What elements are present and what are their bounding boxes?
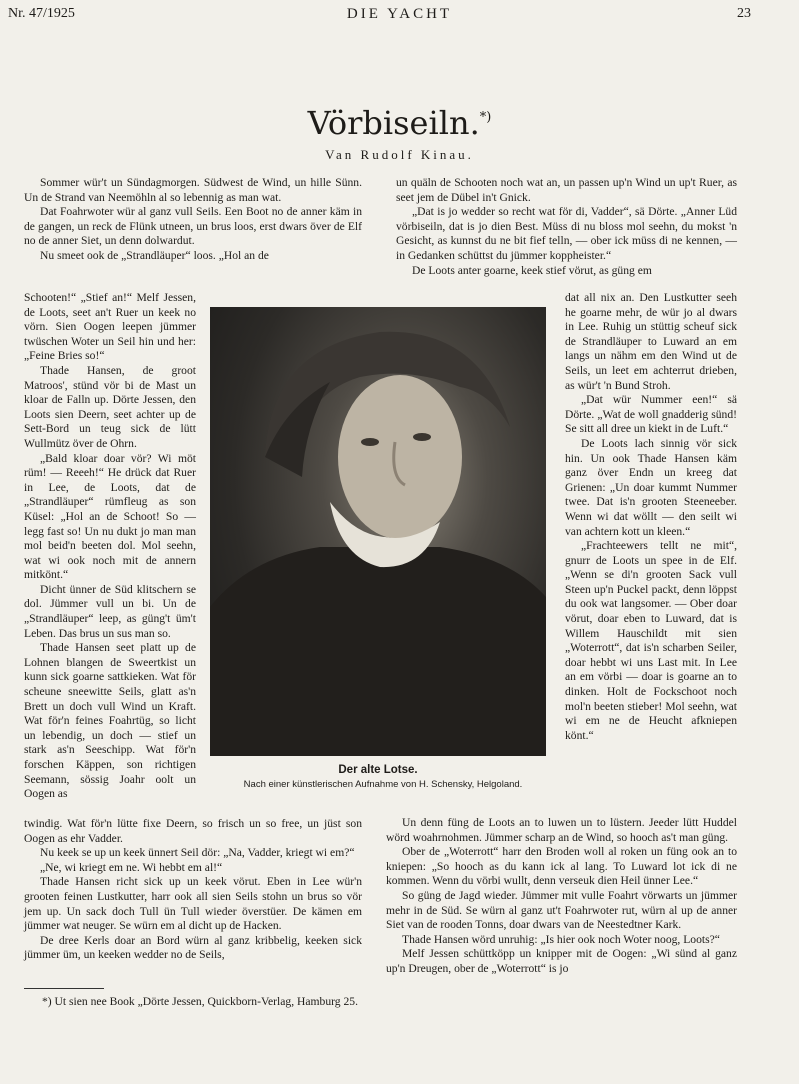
paragraph: De Loots lach sinnig vör sick hin. Un ook Thade Hansen käm ganz över Endn un kreeg dat Grienen: „Un doar kummt Nummer twee. Dat is'n grooten Steeneeber. Wenn wi dat wöllt — den seilt wi van achtern kott un kleen.“ — [565, 436, 737, 538]
paragraph: „Dat wür Nummer een!“ sä Dörte. „Wat de woll gnadderig sünd! Se sitt all dree un kiekt in de Luft.“ — [565, 393, 737, 436]
column-right-top — [396, 176, 737, 278]
paragraph: Thade Hansen richt sick up un keek vörut. Eben in Lee wür'n grooten feinen Lustkutter, harr ook all sien Seils stohn un brus so vör jem up. Un sack doch Tull ün Tull wieder överstüer. De kämen em jümmer wat neuger. Se würn em al dicht up de Hacken. — [24, 875, 362, 933]
paragraph: Dat Foahrwoter wür al ganz vull Seils. Een Boot no de anner käm in de gangen, un reck de Flünk utneen, un brus loos, erst dwars över de Elf no de anner Siet, un denn dolwardut. — [24, 205, 362, 248]
footnote — [24, 995, 362, 1010]
issue-number: Nr. 47/1925 — [8, 6, 75, 21]
column-left-top — [24, 176, 362, 264]
paragraph: Dicht ünner de Süd klitschern se dol. Jümmer vull un bi. Un de „Strandläuper“ leep, as güng't üm't Leben. Das brus un sus man so. — [24, 582, 196, 640]
footnote-lead: *) Ut sien nee Book „Dörte Jessen, Quickborn-Verlag, — [42, 995, 295, 1008]
column-left-narrow — [24, 291, 196, 802]
paragraph: dat all nix an. Den Lustkutter seeh he goarne mehr, de wür jo al dwars in Lee. Ruhig un stüttig scheuf sick de Strandläuper to Luward an em langs un nähm em den Wind ut de Seils, un leet em achterrut drieben, as wür't 'n Bund Stroh. — [565, 291, 737, 392]
paragraph: twindig. Wat för'n lütte fixe Deern, so frisch un so free, un jüst son Oogen as ehr Vadder. — [24, 817, 362, 845]
paragraph: So güng de Jagd wieder. Jümmer mit vulle Foahrt vörwarts un jümmer mehr in de Süd. Se würn al ganz ut't Foahrwoter rut, würn al up de anner Siet van de rooden Tonns, doar dwars van de Neestedtner Kark. — [386, 888, 737, 932]
title-text: Vörbiseiln. — [307, 104, 480, 142]
figure-caption: Der alte Lotse. — [338, 764, 418, 776]
paragraph: „Frachteewers tellt ne mit“, gnurr de Loots un spee in de Elf. „Wenn se di'n grooten Sack vull Steen up'n Puckel packt, denn löppst du ook wat langsomer. — Ober doar vörut, doar eben to Luward, dat is Willem Hauschildt mit sien „Woterrott“, dat is'n scharben Seiler, doar hebbt wi uns Last mit. In Lee an em vörbi — doar is goarne an to dinken. Holt de Fockschoot noch mol'n beeten stieber! Mol seehn, wat wi em ne de Heucht afkniepen könt.“ — [565, 539, 737, 742]
paragraph: Ober de „Woterrott“ harr den Broden woll al roken un füng ook an to kniepen: „So hooch as du kann ick al lang. To Luward lot ick di ne kommen. Wenn du vörbi wullt, denn verseuk dien Heil ünner Lee.“ — [386, 845, 737, 888]
magazine-title: DIE YACHT — [346, 6, 453, 22]
article-title — [0, 104, 799, 142]
paragraph: Thade Hansen, de groot Matroos', stünd vör bi de Mast un kloar de Falln up. Dörte Jessen, den Loots sien Deern, seet achter up de Sett-Bord un teug sick de lütt Wullmütz över de Ohrn. — [24, 363, 196, 450]
paragraph: Sommer wür't un Sündagmorgen. Südwest de Wind, un hille Sünn. Un de Strand van Neemöhln al so lebennig as man wat. — [24, 176, 362, 204]
paragraph: Thade Hansen wörd unruhig: „Is hier ook noch Woter noog, Loots?“ — [402, 932, 720, 946]
paragraph: Melf Jessen schüttköpp un knipper mit de Oogen: „Wi sünd al ganz up'n Dreugen, ober de „Woterrott“ is jo — [386, 947, 737, 975]
column-left-bottom — [24, 817, 362, 963]
paragraph: „Ne, wi kriegt em ne. Wi hebbt em al!“ — [40, 860, 223, 874]
paragraph: Nu keek se up un keek ünnert Seil dör: „Na, Vadder, kriegt wi em?“ — [40, 846, 355, 860]
column-right-bottom — [386, 816, 737, 977]
paragraph: Un denn füng de Loots an to luwen un to lüstern. Jeeder lütt Huddel wörd woahrnohmen. Jümmer scharp an de Wind, so hooch as't man güng. — [386, 816, 737, 844]
paragraph: Thade Hansen seet platt up de Lohnen blangen de Sweertkist un kunn sick goarne sattkieken. Wat för scheune sneewitte Seils, glatt as'n Brett un doch vull Wind un Kraft. Wat för'n feines Foahrtüg, so licht un lebendig, un doch — stief un stark as'n Seeschipp. Wat för'n forschen Käppen, son richtigen Seemann, sössig Joahr oolt un Oogen as — [24, 641, 196, 801]
paragraph: „Bald kloar doar vör? Wi möt rüm! — Reeeh!“ He drück dat Ruer in Lee, de Loots, dat de „Strandläuper“ rümfleug as son Küsel: „Hol an de Schoot! So — legg fast so! Un nu dukt jo man man mol beid'n beeten dol. Mol seehn, wat wi ook noch mit de annern mitkönt.“ — [24, 451, 196, 582]
paragraph: De Loots anter goarne, keek stief vörut, as güng em — [412, 263, 652, 277]
paragraph: Schooten!“ „Stief an!“ Melf Jessen, de Loots, seet an't Ruer un keek no vörn. Sien Oogen leepen jümmer twüschen Woter un Seil hin und her: „Feine Bries so!“ — [24, 291, 196, 363]
page-number: 23 — [737, 6, 751, 21]
figure-credit: Nach einer künstlerischen Aufnahme von H. Schensky, Helgoland. — [243, 779, 523, 790]
title-footnote-mark: *) — [479, 110, 492, 125]
paragraph: De dree Kerls doar an Bord würn al ganz kribbelig, keeken sick jümmer üm, un keeken wedder no de Seils, — [24, 933, 362, 962]
paragraph: un quäln de Schooten noch wat an, un passen up'n Wind un up't Ruer, as seet jem de Dübel in't Gnick. — [396, 176, 737, 204]
footnote-divider — [24, 988, 104, 989]
article-author: Van Rudolf Kinau. — [325, 147, 474, 162]
footnote-rest: Hamburg 25. — [297, 995, 358, 1008]
portrait-illustration — [210, 307, 546, 756]
portrait-photo — [210, 307, 546, 756]
column-right-narrow — [565, 291, 737, 743]
paragraph: „Dat is jo wedder so recht wat för di, Vadder“, sä Dörte. „Anner Lüd vörbiseiln, dat is jo dien Best. Müss di nu bloss mol seehn, du mokst 'n Gesicht, as kunnst du ne bit fief telln, — ober ick müss di ne kennen, — in Gedanken schüttst du jümmer koppheister.“ — [396, 205, 737, 262]
paragraph: Nu smeet ook de „Strandläuper“ loos. „Hol an de — [40, 248, 269, 262]
